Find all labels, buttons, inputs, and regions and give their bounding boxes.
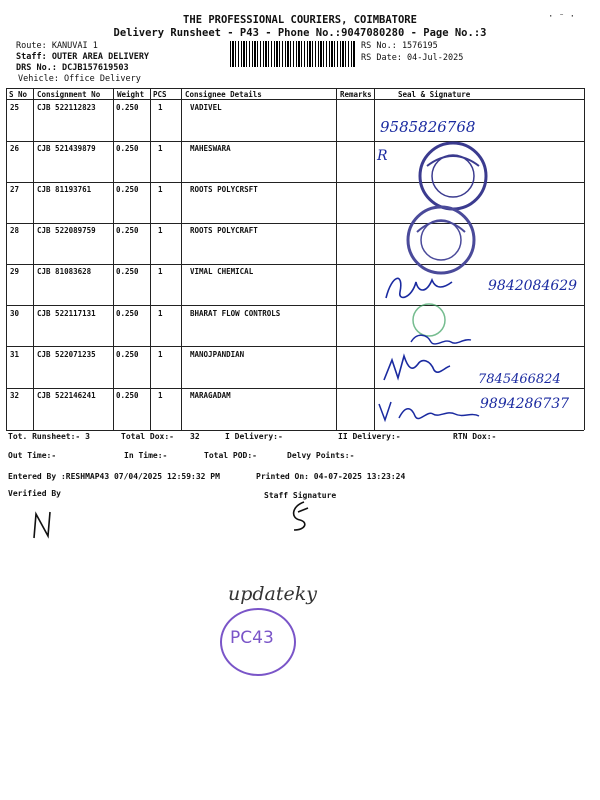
row-pcs: 1 (158, 309, 163, 318)
row-pcs: 1 (158, 185, 163, 194)
row-consignee: ROOTS POLYCRAFT (190, 226, 258, 235)
row-pcs: 1 (158, 226, 163, 235)
route-label: Route: KANUVAI 1 (16, 41, 98, 51)
col-header-consignee: Consignee Details (185, 90, 262, 99)
vehicle-label: Vehicle: Office Delivery (18, 74, 141, 84)
signature-row31 (378, 350, 488, 386)
handwritten-phone: 9585826768 (380, 118, 476, 136)
row-sno: 29 (10, 267, 20, 276)
staff-signature (284, 498, 314, 534)
total-dox-label: Total Dox:- (121, 432, 174, 441)
runsheet-title: Delivery Runsheet - P43 - Phone No.:9047080280 - Page No.:3 (113, 27, 487, 39)
table-top-border (6, 88, 584, 89)
row-consignee: ROOTS POLYCRSFT (190, 185, 258, 194)
drs-label: DRS No.: DCJB157619503 (16, 63, 129, 73)
row-weight: 0.250 (116, 103, 139, 112)
verified-by: Verified By (8, 489, 61, 498)
row-weight: 0.250 (116, 267, 139, 276)
col-header-seal: Seal & Signature (398, 90, 471, 99)
row-weight: 0.250 (116, 350, 139, 359)
col-border (336, 88, 337, 430)
row-separator (6, 388, 584, 389)
row-sno: 25 (10, 103, 20, 112)
total-runsheet: Tot. Runsheet:- 3 (8, 432, 90, 441)
rs-number: RS No.: 1576195 (361, 41, 438, 51)
row-consignment: CJB 522146241 (37, 391, 96, 400)
in-time: In Time:- (124, 451, 168, 460)
row-consignment: CJB 522071235 (37, 350, 96, 359)
row-consignment: CJB 522112823 (37, 103, 96, 112)
col-border (374, 88, 375, 430)
row-consignee: VIMAL CHEMICAL (190, 267, 254, 276)
i-delivery: I Delivery:- (225, 432, 283, 441)
col-border (181, 88, 182, 430)
out-time: Out Time:- (8, 451, 57, 460)
rtn-dox: RTN Dox:- (453, 432, 497, 441)
verifier-signature (28, 508, 58, 542)
row-consignee: MAHESWARA (190, 144, 231, 153)
row-pcs: 1 (158, 103, 163, 112)
row-pcs: 1 (158, 391, 163, 400)
table-header-border (6, 99, 584, 100)
company-seal-stamps (405, 140, 505, 280)
signature-row32 (375, 396, 485, 428)
row-sno: 26 (10, 144, 20, 153)
row-sno: 27 (10, 185, 20, 194)
col-header-consignment: Consignment No (37, 90, 101, 99)
rs-date: RS Date: 04-Jul-2025 (361, 53, 464, 63)
total-dox-value: 32 (190, 432, 200, 441)
table-bottom-border (6, 430, 584, 431)
row-consignment: CJB 81193761 (37, 185, 92, 194)
row-consignee: VADIVEL (190, 103, 222, 112)
staff-signature-label: Staff Signature (264, 491, 337, 500)
col-border (584, 88, 585, 430)
total-pod: Total POD:- (204, 451, 257, 460)
row-consignment: CJB 81083628 (37, 267, 92, 276)
handwritten-initial: R (377, 148, 388, 164)
row-weight: 0.250 (116, 391, 139, 400)
row-consignee: MARAGADAM (190, 391, 231, 400)
delivery-points: Delvy Points:- (287, 451, 355, 460)
row-consignment: CJB 521439879 (37, 144, 96, 153)
row-sno: 31 (10, 350, 20, 359)
row-consignment: CJB 522117131 (37, 309, 96, 318)
col-border (33, 88, 34, 430)
col-header-pcs: PCS (153, 90, 167, 99)
row-consignment: CJB 522089759 (37, 226, 96, 235)
col-border (6, 88, 7, 430)
pc43-stamp-text: PC43 (230, 628, 274, 648)
col-header-sno: S No (9, 90, 28, 99)
company-title: THE PROFESSIONAL COURIERS, COIMBATORE (183, 14, 417, 26)
ii-delivery: II Delivery:- (338, 432, 401, 441)
row-separator (6, 346, 584, 347)
entered-by: Entered By :RESHMAP43 07/04/2025 12:59:32 PM (8, 472, 220, 481)
row-weight: 0.250 (116, 144, 139, 153)
row-weight: 0.250 (116, 309, 139, 318)
barcode (230, 41, 355, 67)
row-sno: 32 (10, 391, 20, 400)
row-pcs: 1 (158, 350, 163, 359)
handwritten-phone: 7845466824 (478, 372, 561, 387)
staff-label: Staff: OUTER AREA DELIVERY (16, 52, 150, 62)
row-pcs: 1 (158, 144, 163, 153)
green-stamp-signature (405, 302, 475, 354)
row-weight: 0.250 (116, 185, 139, 194)
row-sno: 30 (10, 309, 20, 318)
printed-on: Printed On: 04-07-2025 13:23:24 (256, 472, 406, 481)
col-border (150, 88, 151, 430)
handwritten-phone: 9894286737 (480, 396, 570, 412)
row-consignee: MANOJPANDIAN (190, 350, 245, 359)
handwritten-note: updateky (228, 583, 318, 605)
col-header-remarks: Remarks (340, 90, 372, 99)
row-pcs: 1 (158, 267, 163, 276)
row-sno: 28 (10, 226, 20, 235)
col-header-weight: Weight (117, 90, 145, 99)
handwritten-phone: 9842084629 (488, 278, 578, 294)
row-consignee: BHARAT FLOW CONTROLS (190, 309, 281, 318)
row-weight: 0.250 (116, 226, 139, 235)
col-border (113, 88, 114, 430)
corner-mark: · ⁻ · (548, 12, 576, 22)
